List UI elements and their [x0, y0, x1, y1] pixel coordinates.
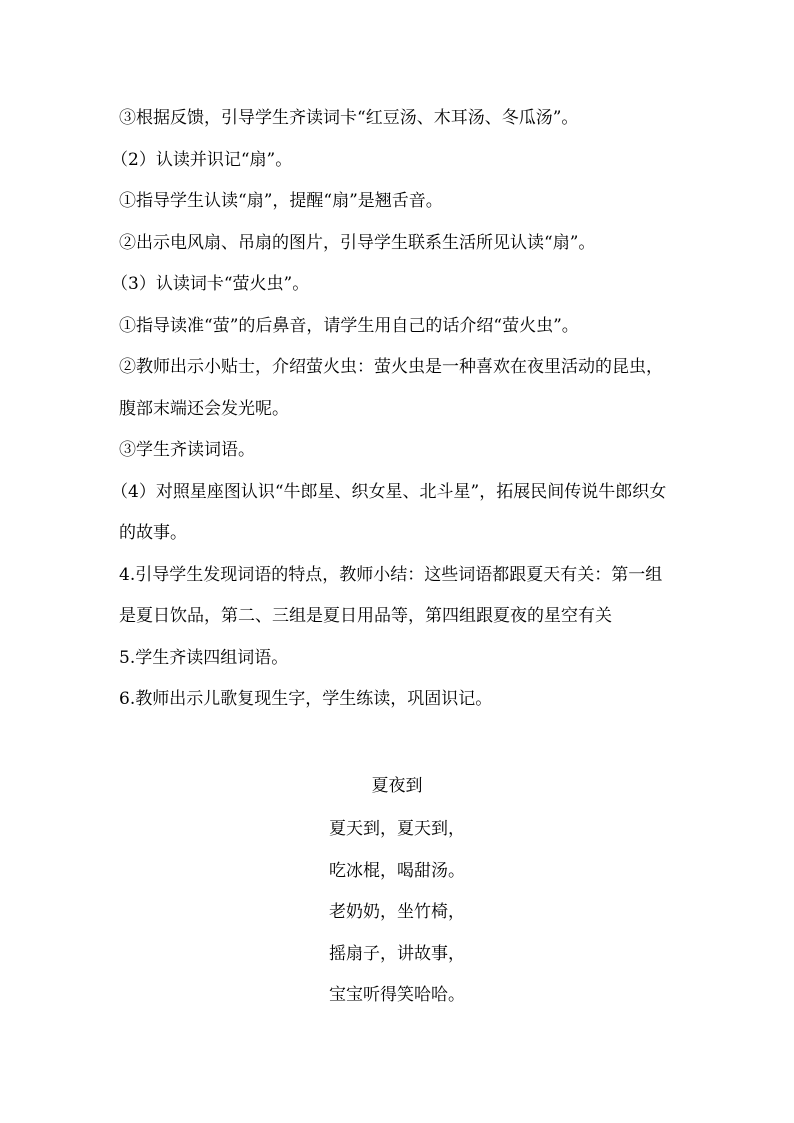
- paragraph-review-soup-cards: ③根据反馈，引导学生齐读词卡“红豆汤、木耳汤、冬瓜汤”。: [119, 108, 579, 128]
- paragraph-step-3-heading: （3）认读词卡“萤火虫”。: [111, 274, 310, 294]
- paragraph-word-features-summary: 4.引导学生发现词语的特点，教师小结：这些词语都跟夏天有关：第一组是夏日饮品，第二、三组是夏日用品等，第四组跟夏夜的星空有关: [119, 564, 663, 626]
- document-body: [111, 98, 679, 721]
- paragraph-step-2-heading: （2）认读并识记“扇”。: [111, 149, 293, 170]
- nursery-rhyme-line: 宝宝听得笑哈哈。: [329, 985, 465, 1005]
- paragraph-read-words: ③学生齐读词语。: [119, 440, 255, 460]
- paragraph-nursery-rhyme-intro: 6.教师出示儿歌复现生字，学生练读，巩固识记。: [119, 689, 493, 709]
- paragraph-firefly-tip: ②教师出示小贴士，介绍萤火虫：萤火虫是一种喜欢在夜里活动的昆虫，腹部末端还会发光呢。: [119, 357, 663, 419]
- nursery-rhyme-line: 吃冰棍，喝甜汤。: [329, 860, 465, 881]
- paragraph-fan-pictures: ②出示电风扇、吊扇的图片，引导学生联系生活所见认读“扇”。: [119, 232, 596, 253]
- nursery-rhyme-title: 夏夜到: [371, 776, 423, 796]
- nursery-rhyme-line: 摇扇子，讲故事，: [329, 943, 465, 964]
- paragraph-read-four-groups: 5.学生齐读四组词语。: [119, 647, 289, 668]
- paragraph-firefly-pronunciation: ①指导读准“萤”的后鼻音，请学生用自己的话介绍“萤火虫”。: [119, 315, 579, 336]
- nursery-rhyme: [0, 768, 794, 1017]
- paragraph-step-4-constellations: （4）对照星座图认识“牛郎星、织女星、北斗星”，拓展民间传说牛郎织女的故事。: [111, 481, 667, 543]
- paragraph-fan-retroflex: ①指导学生认读“扇”，提醒“扇”是翘舌音。: [119, 191, 443, 211]
- nursery-rhyme-line: 夏天到，夏天到，: [329, 819, 465, 839]
- nursery-rhyme-line: 老奶奶，坐竹椅，: [329, 902, 465, 922]
